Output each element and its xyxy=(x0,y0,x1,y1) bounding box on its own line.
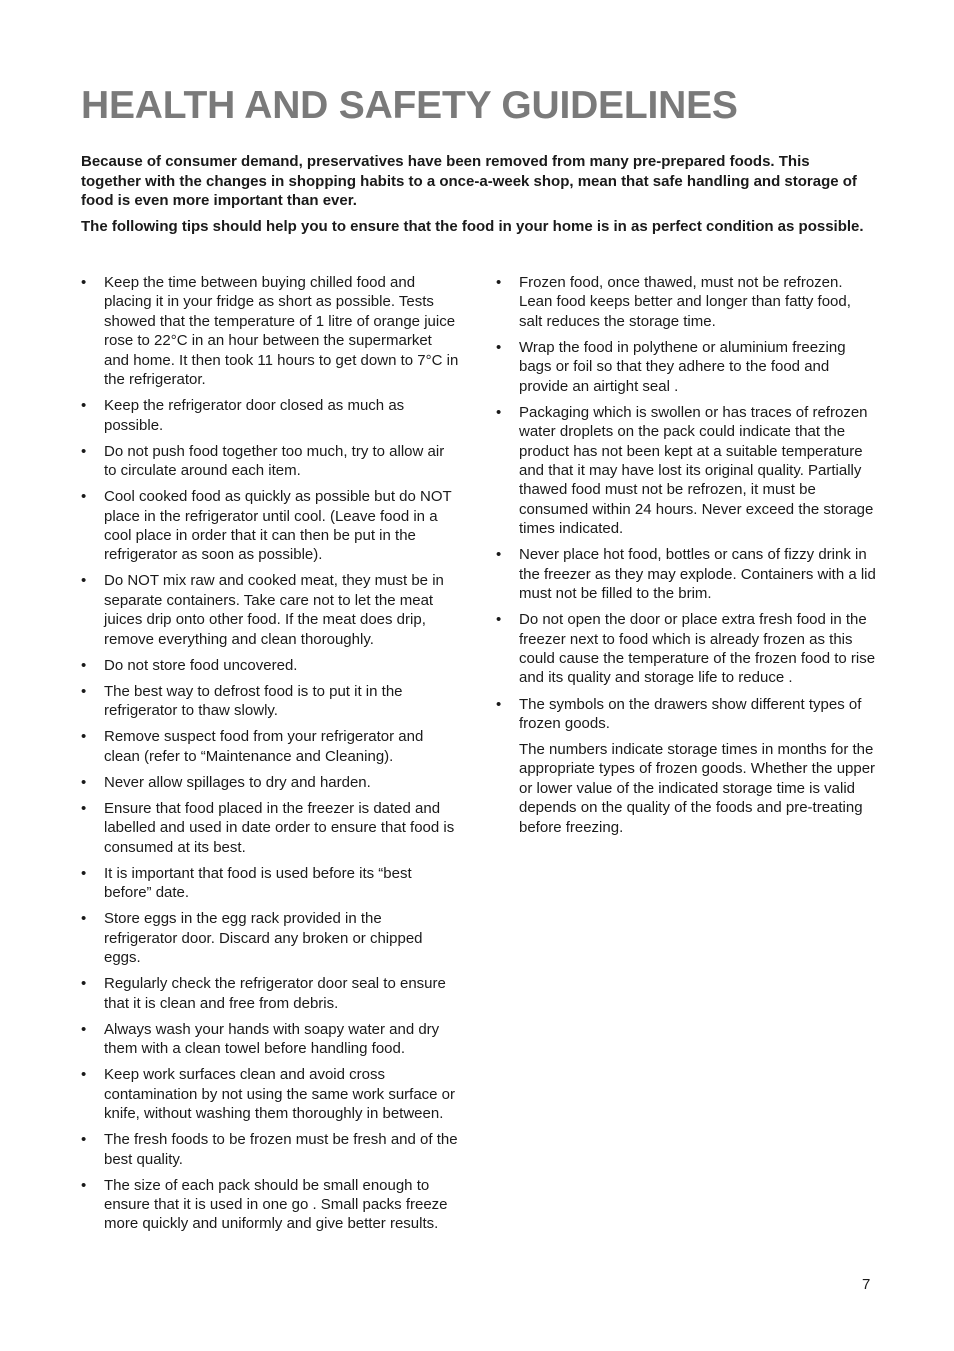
page-title: HEALTH AND SAFETY GUIDELINES xyxy=(81,84,738,127)
list-item-text: The fresh foods to be frozen must be fresh and of the best quality. xyxy=(104,1131,458,1168)
list-item-text: Wrap the food in polythene or aluminium freezing bags or foil so that they adhere to the food and provide an airtight seal . xyxy=(519,338,846,395)
list-item-text: Frozen food, once thawed, must not be refrozen. Lean food keeps better and longer than fatty food, salt reduces the storage time. xyxy=(519,274,851,330)
bullet-marker: • xyxy=(81,1066,87,1084)
bullet-marker: • xyxy=(81,274,87,291)
list-item-text: Regularly check the refrigerator door seal to ensure that it is clean and free from debris. xyxy=(104,975,446,1012)
list-item-text: The size of each pack should be small enough to ensure that it is used in one go . Small packs freeze more quickly and uniformly and give better results. xyxy=(104,1176,448,1233)
list-item-text: The best way to defrost food is to put it in the refrigerator to thaw slowly. xyxy=(104,682,403,720)
list-item-text: Ensure that food placed in the freezer is dated and labelled and used in date order to ensure that food is consumed at its best. xyxy=(104,799,455,856)
list-item-text: Do not open the door or place extra fresh food in the freezer next to food which is already frozen as this could cause the temperature of the frozen food to rise and its quality and storage life to reduce . xyxy=(519,611,876,687)
bullet-marker: • xyxy=(496,403,502,421)
list-item xyxy=(81,864,459,903)
bullet-marker: • xyxy=(81,799,87,817)
list-item xyxy=(81,909,459,967)
bullet-marker: • xyxy=(81,572,87,590)
list-item-text: It is important that food is used before its “best before” date. xyxy=(104,864,412,902)
bullet-marker: • xyxy=(81,728,87,746)
bullet-marker: • xyxy=(81,864,87,882)
bullet-marker: • xyxy=(81,488,87,506)
list-item-text: Keep the refrigerator door closed as much as possible. xyxy=(104,397,405,434)
list-item xyxy=(496,403,876,539)
list-item xyxy=(81,974,459,1013)
bullet-marker: • xyxy=(496,274,502,291)
bullet-marker: • xyxy=(81,682,87,700)
list-item xyxy=(496,695,876,734)
list-item xyxy=(81,773,459,792)
list-item xyxy=(81,656,459,675)
intro-section xyxy=(81,152,871,242)
list-item xyxy=(81,396,459,435)
left-bullet-list xyxy=(81,273,459,1234)
bullet-marker: • xyxy=(496,338,502,356)
bullet-marker: • xyxy=(81,442,87,460)
list-item-text: Packaging which is swollen or has traces of refrozen water droplets on the pack could indicate that the product has not been kept at a suitable temperature and that it may have lost its original quality. Partially thawed food must not be refrozen, it must be consumed within 24 hours. Never exceed the storage times indicated. xyxy=(519,403,874,538)
list-item xyxy=(81,1020,459,1059)
list-item-text: Keep the time between buying chilled food and placing it in your fridge as short as possible. Tests showed that the temperature of 1 litre of orange juice rose to 22°C in an hour between the supermarket and home. It then took 11 hours to get down to 7°C in the refrigerator. xyxy=(104,274,459,389)
bullet-marker: • xyxy=(81,397,87,415)
right-column xyxy=(496,273,876,837)
list-item xyxy=(496,338,876,396)
list-item-text: Never allow spillages to dry and harden. xyxy=(104,773,371,791)
bullet-marker: • xyxy=(496,546,502,564)
bullet-marker: • xyxy=(81,975,87,993)
page-number: 7 xyxy=(862,1276,871,1293)
list-item-text: Do NOT mix raw and cooked meat, they must be in separate containers. Take care not to let the meat juices drip onto other food. If the meat does drip, remove everything and clean thoroughly. xyxy=(104,572,444,648)
bullet-marker: • xyxy=(81,1020,87,1038)
bullet-marker: • xyxy=(81,1176,87,1194)
bullet-marker: • xyxy=(496,611,502,629)
intro-paragraph: The following tips should help you to ensure that the food in your home is in as perfect condition as possible. xyxy=(81,217,864,235)
bullet-marker: • xyxy=(81,910,87,928)
list-item xyxy=(81,273,459,389)
list-item xyxy=(81,727,459,766)
list-item-text: Keep work surfaces clean and avoid cross contamination by not using the same work surface or knife, without washing them thoroughly in between. xyxy=(104,1066,456,1123)
list-item xyxy=(81,682,459,721)
list-item xyxy=(496,610,876,688)
right-bullet-list xyxy=(496,273,876,733)
list-item xyxy=(81,1065,459,1123)
bullet-marker: • xyxy=(81,773,87,791)
intro-paragraph: Because of consumer demand, preservatives have been removed from many pre-prepared foods. This together with the changes in shopping habits to a once-a-week shop, mean that safe handling and storage of food is even more important than ever. xyxy=(81,153,857,209)
list-item-text: Do not push food together too much, try to allow air to circulate around each item. xyxy=(104,442,445,480)
storage-times-note: The numbers indicate storage times in months for the appropriate types of frozen goods. Whether the upper or lower value of the indicated storage time is valid depends on the quality of the foods and pre-treating before freezing. xyxy=(519,741,876,836)
list-item xyxy=(81,1176,459,1234)
list-item-text: Never place hot food, bottles or cans of fizzy drink in the freezer as they may explode. Containers with a lid must not be filled to the brim. xyxy=(519,546,876,603)
list-item-text: Always wash your hands with soapy water and dry them with a clean towel before handling food. xyxy=(104,1020,440,1058)
left-column xyxy=(81,273,459,1241)
list-item xyxy=(81,1130,459,1169)
list-item xyxy=(496,545,876,603)
list-item-text: Cool cooked food as quickly as possible but do NOT place in the refrigerator until cool. (Leave food in a cool place in order that it can then be put in the refrigerator as soon as possible). xyxy=(104,488,452,564)
list-item xyxy=(496,273,876,331)
list-item xyxy=(81,487,459,565)
bullet-marker: • xyxy=(496,695,502,713)
bullet-marker: • xyxy=(81,1131,87,1149)
list-item xyxy=(81,571,459,649)
list-item-text: Do not store food uncovered. xyxy=(104,656,298,674)
bullet-marker: • xyxy=(81,656,87,674)
list-item xyxy=(81,442,459,481)
list-item xyxy=(81,799,459,857)
list-item-text: Store eggs in the egg rack provided in the refrigerator door. Discard any broken or chipped eggs. xyxy=(104,910,423,967)
list-item-text: The symbols on the drawers show different types of frozen goods. xyxy=(519,695,862,732)
list-item-text: Remove suspect food from your refrigerator and clean (refer to “Maintenance and Cleaning). xyxy=(104,728,424,765)
